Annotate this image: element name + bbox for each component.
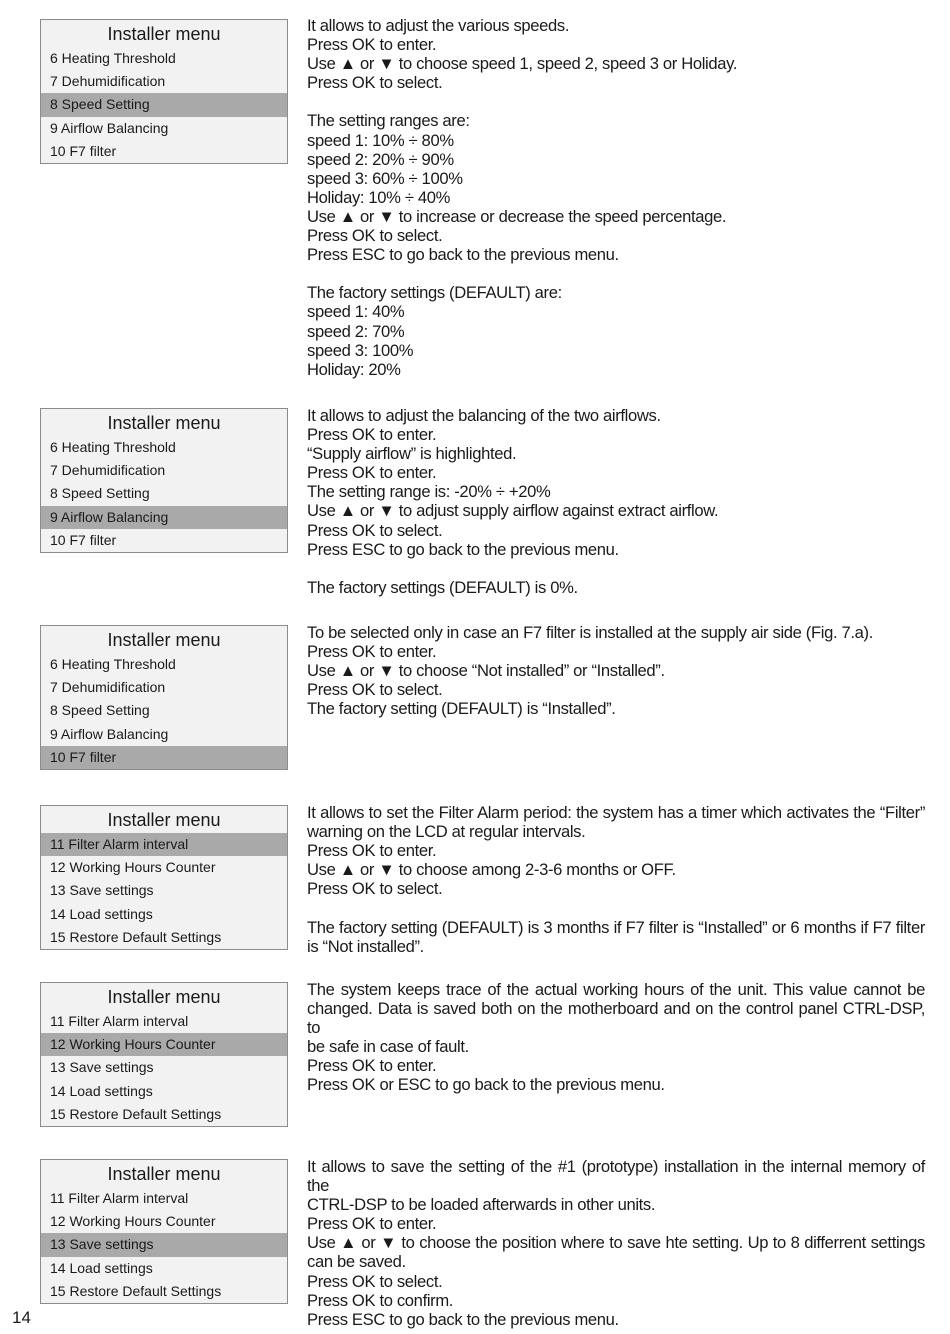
description-line: Press OK to select. <box>307 879 443 899</box>
menu-item: 8 Speed Setting <box>50 702 150 719</box>
menu-item: 14 Load settings <box>50 905 153 922</box>
menu-item-selected: 11 Filter Alarm interval <box>41 833 287 856</box>
menu-title: Installer menu <box>107 810 221 830</box>
description-line: Use ▲ or ▼ to adjust supply airflow against extract airflow. <box>307 501 719 521</box>
menu-item: 6 Heating Threshold <box>50 656 176 672</box>
description-line: Use ▲ or ▼ to choose “Not installed” or “Installed”. <box>307 661 665 681</box>
installer-menu-panel <box>40 982 288 1127</box>
menu-item: 9 Airflow Balancing <box>50 725 169 742</box>
installer-menu-panel <box>40 805 288 950</box>
description-line: speed 3: 60% ÷ 100% <box>307 168 463 188</box>
description-line: Press OK to select. <box>307 680 443 700</box>
description-line: To be selected only in case an F7 filter is installed at the supply air side (Fig. 7.a). <box>307 623 873 642</box>
menu-title: Installer menu <box>107 987 221 1007</box>
menu-item: 6 Heating Threshold <box>50 439 176 455</box>
menu-item: 11 Filter Alarm interval <box>50 1190 189 1206</box>
description-line: Press OK to enter. <box>307 425 437 445</box>
description-text <box>307 803 925 956</box>
description-line: speed 2: 70% <box>307 321 405 341</box>
description-line: The factory settings (DEFAULT) is 0%. <box>307 577 578 597</box>
description-line: The factory setting (DEFAULT) is 3 months if F7 filter is “Installed” or 6 months if F7 filter <box>307 917 925 937</box>
description-line: Holiday: 20% <box>307 359 401 379</box>
menu-item: 10 F7 filter <box>50 531 117 548</box>
description-line: Press OK to enter. <box>307 35 437 55</box>
description-line: changed. Data is saved both on the motherboard and on the control panel CTRL-DSP, to <box>307 999 925 1038</box>
menu-item: 14 Load settings <box>50 1082 153 1099</box>
description-line: speed 1: 40% <box>307 302 405 322</box>
menu-item: 12 Working Hours Counter <box>50 859 216 876</box>
description-line: Press OK to enter. <box>307 1214 437 1234</box>
page-number: 14 <box>12 1308 31 1327</box>
menu-item: 7 Dehumidification <box>50 73 166 90</box>
description-line: Use ▲ or ▼ to choose speed 1, speed 2, speed 3 or Holiday. <box>307 54 738 74</box>
description-line: Press ESC to go back to the previous menu. <box>307 539 619 559</box>
menu-title: Installer menu <box>107 413 221 433</box>
paragraph-gap <box>307 264 925 283</box>
description-line: Press OK to select. <box>307 1271 443 1291</box>
menu-item: 8 Speed Setting <box>50 485 150 502</box>
paragraph-gap <box>307 898 925 917</box>
description-line: CTRL-DSP to be loaded afterwards in other units. <box>307 1195 656 1215</box>
menu-item-selected: 13 Save settings <box>41 1233 287 1256</box>
description-line: It allows to adjust the balancing of the two airflows. <box>307 406 661 425</box>
menu-item: 15 Restore Default Settings <box>50 1282 222 1299</box>
description-line: Holiday: 10% ÷ 40% <box>307 187 451 207</box>
description-text <box>307 1157 925 1329</box>
description-line: Press OK to enter. <box>307 841 437 861</box>
menu-item: 10 F7 filter <box>50 142 117 159</box>
description-line: Press OK to enter. <box>307 642 437 662</box>
menu-item-selected: 9 Airflow Balancing <box>41 506 287 529</box>
description-line: Press OK to enter. <box>307 1056 437 1076</box>
menu-title: Installer menu <box>107 630 221 650</box>
description-line: speed 2: 20% ÷ 90% <box>307 149 454 169</box>
description-line: The setting range is: -20% ÷ +20% <box>307 482 551 502</box>
description-line: be safe in case of fault. <box>307 1037 469 1057</box>
installer-menu-panel <box>40 19 288 164</box>
menu-item: 11 Filter Alarm interval <box>50 1013 189 1029</box>
description-line: Use ▲ or ▼ to choose the position where to save hte setting. Up to 8 differrent settings <box>307 1233 925 1253</box>
description-text <box>307 980 925 1095</box>
menu-title: Installer menu <box>107 1164 221 1184</box>
installer-menu-panel <box>40 1159 288 1304</box>
description-text <box>307 406 925 597</box>
description-line: is “Not installed”. <box>307 936 424 956</box>
description-line: It allows to set the Filter Alarm period: the system has a timer which activates the “Filter” <box>307 803 925 822</box>
menu-item: 7 Dehumidification <box>50 679 166 696</box>
description-line: “Supply airflow” is highlighted. <box>307 444 517 464</box>
description-line: warning on the LCD at regular intervals. <box>307 822 586 842</box>
description-line: can be saved. <box>307 1252 406 1272</box>
description-line: Press OK to select. <box>307 226 443 246</box>
menu-item: 7 Dehumidification <box>50 462 166 479</box>
menu-item: 12 Working Hours Counter <box>50 1213 216 1230</box>
description-line: Press OK to confirm. <box>307 1290 454 1310</box>
menu-title: Installer menu <box>107 24 221 44</box>
description-line: The factory setting (DEFAULT) is “Installed”. <box>307 699 616 719</box>
description-line: Use ▲ or ▼ to choose among 2-3-6 months or OFF. <box>307 860 676 880</box>
menu-item-selected: 10 F7 filter <box>41 746 287 769</box>
description-line: Press OK to enter. <box>307 463 437 483</box>
menu-item: 13 Save settings <box>50 882 154 899</box>
paragraph-gap <box>307 559 925 578</box>
description-line: Use ▲ or ▼ to increase or decrease the speed percentage. <box>307 206 727 226</box>
description-line: Press OK or ESC to go back to the previous menu. <box>307 1075 665 1095</box>
description-line: The system keeps trace of the actual working hours of the unit. This value cannot be <box>307 980 925 999</box>
description-line: The factory settings (DEFAULT) are: <box>307 283 562 303</box>
menu-item-selected: 8 Speed Setting <box>41 93 287 116</box>
description-line: Press ESC to go back to the previous menu. <box>307 245 619 265</box>
description-line: Press OK to select. <box>307 520 443 540</box>
description-line: Press OK to select. <box>307 73 443 93</box>
menu-item: 6 Heating Threshold <box>50 50 176 66</box>
description-line: The setting ranges are: <box>307 111 470 131</box>
menu-item: 14 Load settings <box>50 1259 153 1276</box>
description-line: It allows to adjust the various speeds. <box>307 16 570 35</box>
installer-menu-panel <box>40 408 288 553</box>
description-line: speed 1: 10% ÷ 80% <box>307 130 454 150</box>
description-line: It allows to save the setting of the #1 (prototype) installation in the internal memory of the <box>307 1157 925 1196</box>
installer-menu-panel <box>40 625 288 770</box>
menu-item: 9 Airflow Balancing <box>50 119 169 136</box>
description-line: Press ESC to go back to the previous menu. <box>307 1309 619 1329</box>
menu-item-selected: 12 Working Hours Counter <box>41 1033 287 1056</box>
menu-item: 15 Restore Default Settings <box>50 1105 222 1122</box>
description-line: speed 3: 100% <box>307 340 414 360</box>
paragraph-gap <box>307 92 925 111</box>
description-text <box>307 16 925 379</box>
description-text <box>307 623 925 718</box>
menu-item: 15 Restore Default Settings <box>50 928 222 945</box>
menu-item: 13 Save settings <box>50 1059 154 1076</box>
